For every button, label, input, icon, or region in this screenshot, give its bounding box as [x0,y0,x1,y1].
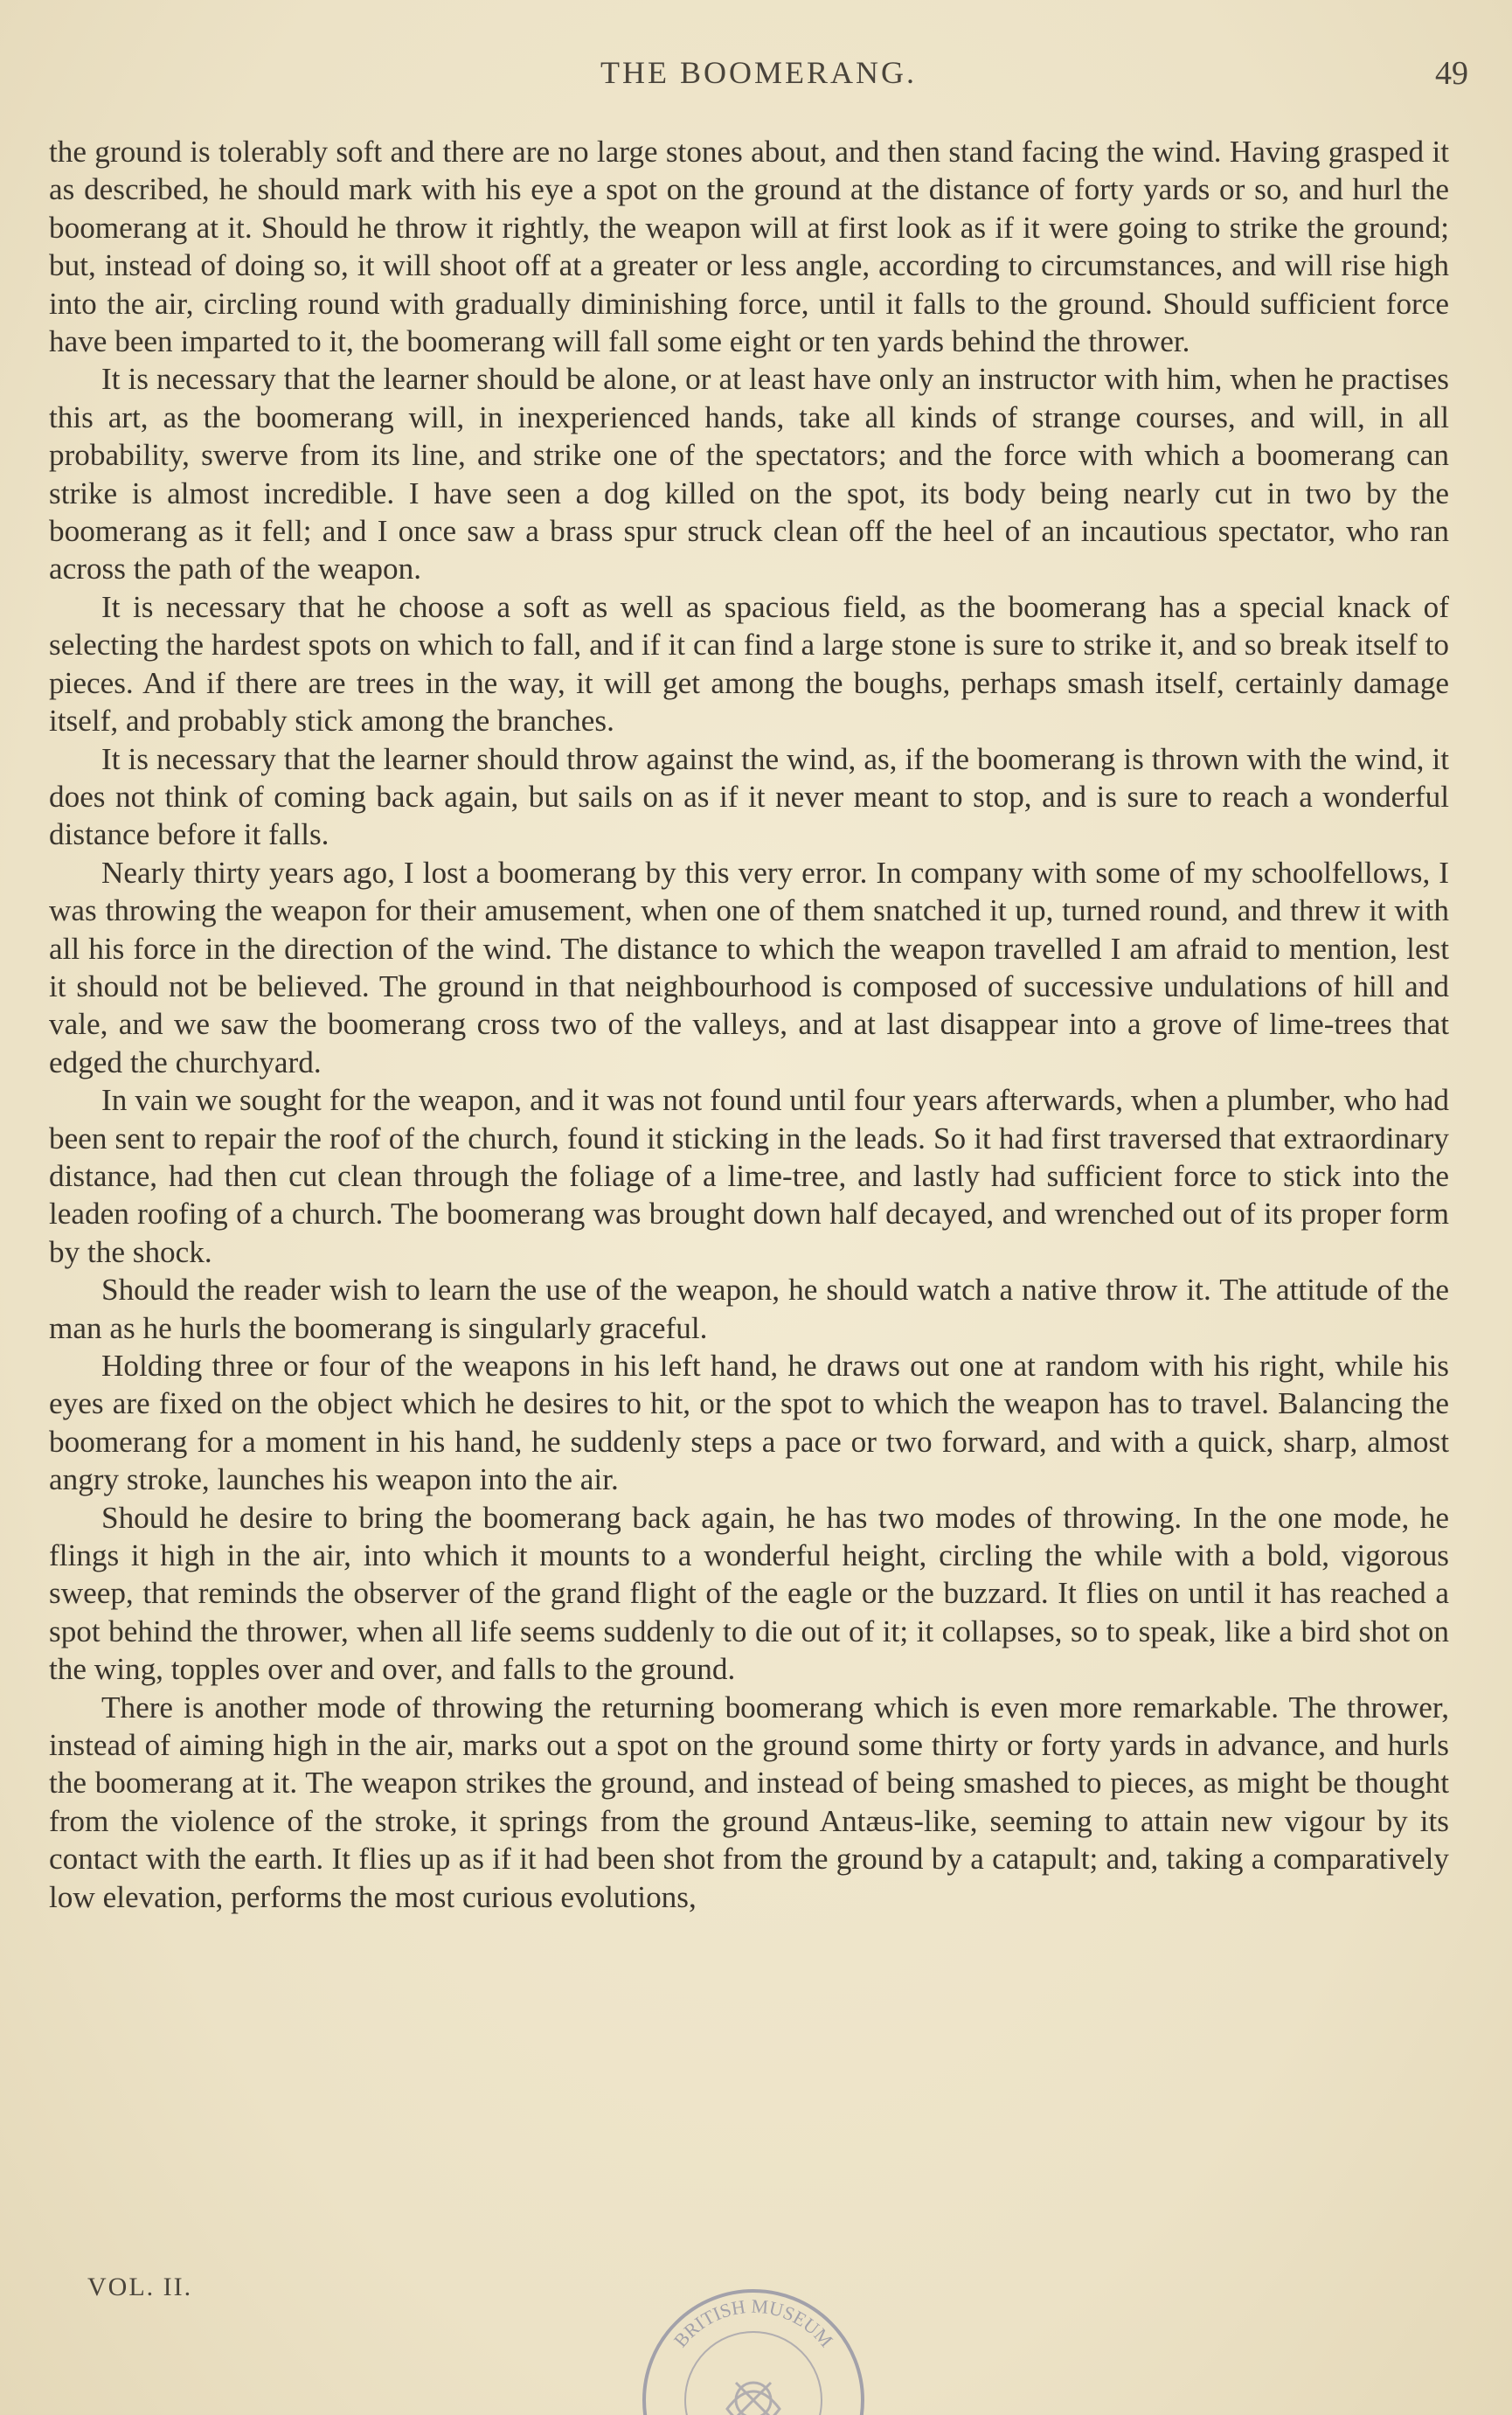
stamp-seal-icon [631,2278,876,2415]
svg-text:BRITISH MUSEUM: BRITISH MUSEUM [669,2294,838,2352]
paragraph: In vain we sought for the weapon, and it was not found until four years afterwards, when a plumber, who had been sent to repair the roof of the church, found it sticking in the leads. So it had first traversed that extraordinary distance, had then cut clean through the foliage of a lime-tree, and lastly had sufficient force to stick into the leaden roofing of a church. The boomerang was brought down half decayed, and wrenched out of its proper form by the shock. [49,1083,1449,1269]
body-text [49,133,1449,1916]
paragraph: It is necessary that the learner should throw against the wind, as, if the boomerang is thrown with the wind, it does not think of coming back again, but sails on as if it never meant to stop, and is sure to reach a wonderful distance before it falls. [49,741,1449,852]
paragraph: Nearly thirty years ago, I lost a boomerang by this very error. In company with some of my schoolfellows, I was throwing the weapon for their amusement, when one of them snatched it up, turned round, and threw it with all his force in the direction of the wind. The distance to which the weapon travelled I am afraid to mention, lest it should not be believed. The ground in that neighbourhood is composed of successive undulations of hill and vale, and we saw the boomerang cross two of the valleys, and at last disappear into a grove of lime-trees that edged the churchyard. [49,855,1449,1079]
paragraph: the ground is tolerably soft and there are no large stones about, and then stand facing the wind. Having grasped it as described, he should mark with his eye a spot on the ground at the distance of forty yards or so, and hurl the boomerang at it. Should he throw it rightly, the weapon will at first look as if it were going to strike the ground; but, instead of doing so, it will shoot off at a greater or less angle, according to circumstances, and will rise high into the air, circling round with gradually diminishing force, until it falls to the ground. Should sufficient force have been imparted to it, the boomerang will fall some eight or ten yards behind the thrower. [49,135,1449,359]
paragraph: There is another mode of throwing the returning boomerang which is even more remarkable. The thrower, instead of aiming high in the air, marks out a spot on the ground some thirty or forty yards in advance, and hurls the boomerang at it. The weapon strikes the ground, and instead of being smashed to pieces, as might be thought from the violence of the stroke, it springs from the ground Antæus-like, seeming to attain new vigour by its contact with the earth. It flies up as if it had been shot from the ground by a catapult; and, taking a comparatively low elevation, performs the most curious evolutions, [49,1690,1449,1914]
running-title: THE BOOMERANG. [600,55,917,90]
page-number: 49 [1435,55,1468,92]
signature-mark: VOL. II. [87,2273,193,2301]
paragraph: It is necessary that he choose a soft as well as spacious field, as the boomerang has a special knack of selecting the hardest spots on which to fall, and if it can find a large stone is sure to strike it, and so break itself to pieces. And if there are trees in the way, it will get among the boughs, perhaps smash itself, certainly damage itself, and probably stick among the branches. [49,589,1449,739]
paragraph: It is necessary that the learner should be alone, or at least have only an instructor with him, when he practises this art, as the boomerang will, in inexperienced hands, take all kinds of strange courses, and will, in all probability, swerve from its line, and strike one of the spectators; and the force with which a boomerang can strike is almost incredible. I have seen a dog killed on the spot, its body being nearly cut in two by the boomerang as it fell; and I once saw a brass spur struck clean off the heel of an incautious spectator, who ran across the path of the weapon. [49,362,1449,586]
running-head [49,54,1468,98]
paragraph: Holding three or four of the weapons in his left hand, he draws out one at random with his right, while his eyes are fixed on the object which he desires to hit, or the spot to which the weapon has to travel. Balancing the boomerang for a moment in his hand, he suddenly steps a pace or two forward, and with a quick, sharp, almost angry stroke, launches his weapon into the air. [49,1349,1449,1497]
paragraph: Should the reader wish to learn the use of the weapon, he should watch a native throw it. The attitude of the man as he hurls the boomerang is singularly graceful. [49,1273,1449,1345]
paragraph: Should he desire to bring the boomerang back again, he has two modes of throwing. In the one mode, he flings it high in the air, into which it mounts to a wonderful height, circling the while with a bold, vigorous sweep, that reminds the observer of the grand flight of the eagle or the buzzard. It flies on until it has reached a spot behind the thrower, when all life seems suddenly to die out of it; it collapses, so to speak, like a bird shot on the wing, topples over and over, and falls to the ground. [49,1500,1449,1687]
library-stamp [631,2278,876,2415]
